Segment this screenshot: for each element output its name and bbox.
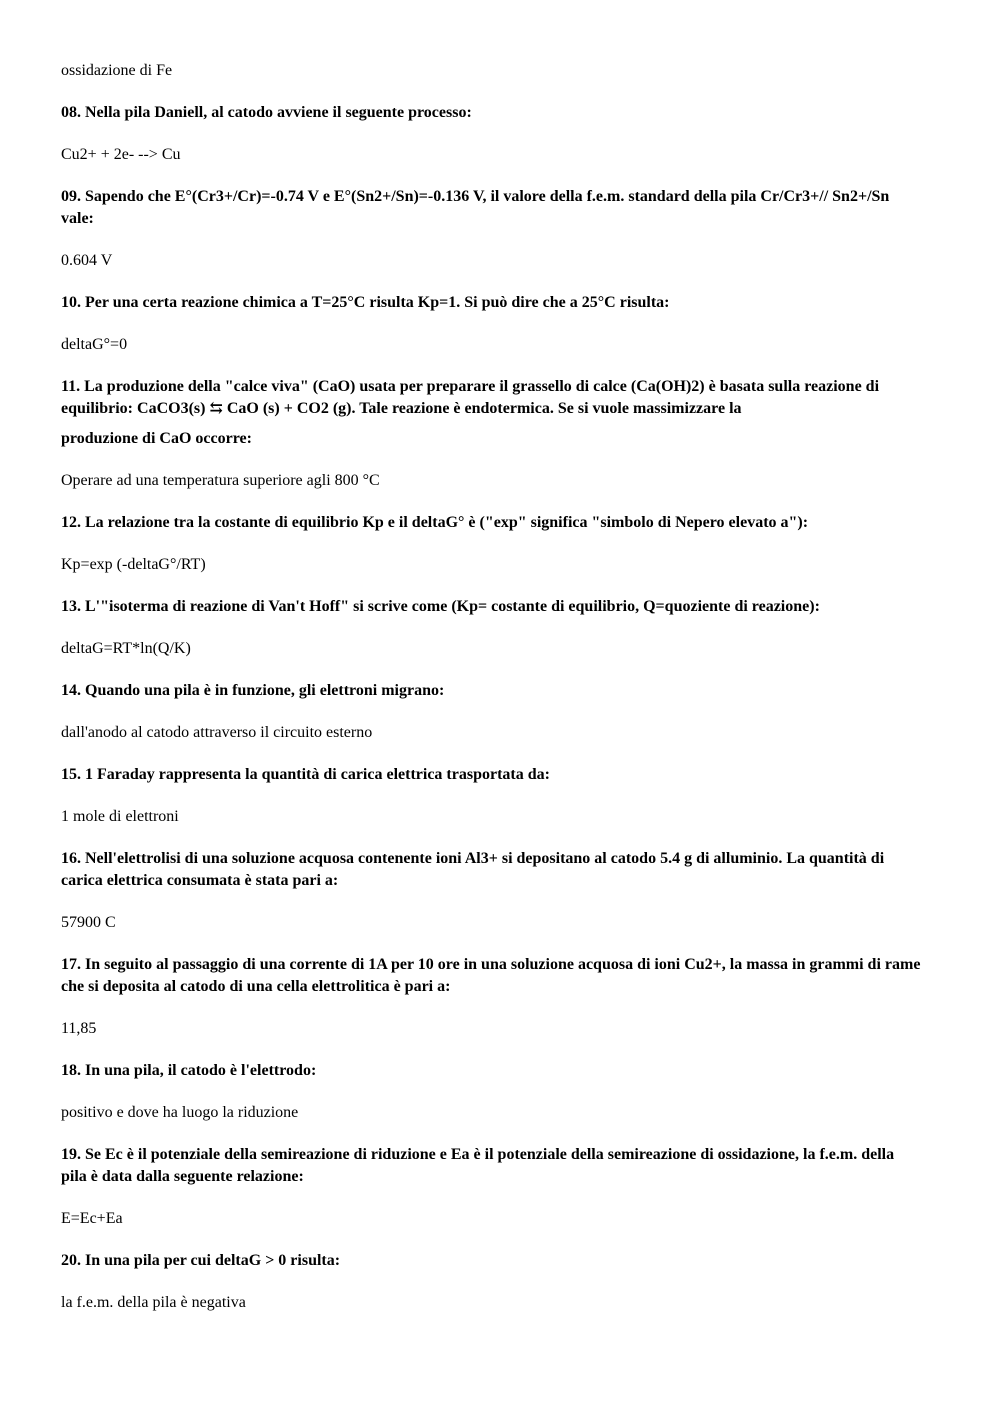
answer-text: 1 mole di elettroni bbox=[61, 808, 179, 825]
question-text: 08. Nella pila Daniell, al catodo avviene il seguente processo: bbox=[61, 104, 472, 121]
question-text bbox=[61, 376, 921, 450]
question-text: 09. Sapendo che E°(Cr3+/Cr)=-0.74 V e E°(Sn2+/Sn)=-0.136 V, il valore della f.e.m. standard della pila Cr/Cr3+// Sn2+/Sn vale: bbox=[61, 188, 890, 227]
question-text: 16. Nell'elettrolisi di una soluzione acquosa contenente ioni Al3+ si depositano al catodo 5.4 g di alluminio. La quantità di carica elettrica consumata è stata pari a: bbox=[61, 850, 885, 889]
answer-text: 0.604 V bbox=[61, 252, 113, 269]
question-09 bbox=[61, 186, 921, 272]
answer-text: dall'anodo al catodo attraverso il circuito esterno bbox=[61, 724, 373, 741]
question-10 bbox=[61, 292, 921, 356]
answer-text: deltaG=RT*ln(Q/K) bbox=[61, 640, 191, 657]
question-text: 15. 1 Faraday rappresenta la quantità di carica elettrica trasportata da: bbox=[61, 766, 550, 783]
answer-text: 57900 C bbox=[61, 914, 116, 931]
question-12 bbox=[61, 512, 921, 576]
question-19 bbox=[61, 1144, 921, 1230]
question-13 bbox=[61, 596, 921, 660]
question-text: 14. Quando una pila è in funzione, gli elettroni migrano: bbox=[61, 682, 445, 699]
answer-text: Operare ad una temperatura superiore agli 800 °C bbox=[61, 472, 380, 489]
answer-text: E=Ec+Ea bbox=[61, 1210, 123, 1227]
question-text: 20. In una pila per cui deltaG > 0 risulta: bbox=[61, 1252, 341, 1269]
question-18 bbox=[61, 1060, 921, 1124]
question-15 bbox=[61, 764, 921, 828]
question-20 bbox=[61, 1250, 921, 1314]
question-16 bbox=[61, 848, 921, 934]
document-page bbox=[61, 60, 921, 1334]
answer-text: deltaG°=0 bbox=[61, 336, 128, 353]
previous-answer: ossidazione di Fe bbox=[61, 62, 173, 79]
question-08 bbox=[61, 102, 921, 166]
question-text: 18. In una pila, il catodo è l'elettrodo: bbox=[61, 1062, 317, 1079]
question-text-tail: produzione di CaO occorre: bbox=[61, 430, 252, 447]
question-text: 10. Per una certa reazione chimica a T=25°C risulta Kp=1. Si può dire che a 25°C risulta: bbox=[61, 294, 670, 311]
answer-text: 11,85 bbox=[61, 1020, 97, 1037]
question-14 bbox=[61, 680, 921, 744]
answer-text: Kp=exp (-deltaG°/RT) bbox=[61, 556, 206, 573]
answer-text: positivo e dove ha luogo la riduzione bbox=[61, 1104, 299, 1121]
question-text: 12. La relazione tra la costante di equilibrio Kp e il deltaG° è ("exp" significa "simbolo di Nepero elevato a"): bbox=[61, 514, 809, 531]
question-text: 17. In seguito al passaggio di una corrente di 1A per 10 ore in una soluzione acquosa di ioni Cu2+, la massa in grammi di rame che si deposita al catodo di una cella elettrolitica è pari a: bbox=[61, 956, 921, 995]
question-text: 19. Se Ec è il potenziale della semireazione di riduzione e Ea è il potenziale della semireazione di ossidazione, la f.e.m. della pila è data dalla seguente relazione: bbox=[61, 1146, 895, 1185]
question-17 bbox=[61, 954, 921, 1040]
answer-text: la f.e.m. della pila è negativa bbox=[61, 1294, 246, 1311]
question-text-main: 11. La produzione della "calce viva" (CaO) usata per preparare il grassello di calce (Ca(OH)2) è basata sulla reazione di equilibrio: CaCO3(s) ⇆ CaO (s) + CO2 (g). Tale reazione è endotermica. Se si vuole massimizzare la bbox=[61, 378, 880, 417]
question-text: 13. L'"isoterma di reazione di Van't Hoff" si scrive come (Kp= costante di equilibrio, Q=quoziente di reazione): bbox=[61, 598, 820, 615]
answer-text: Cu2+ + 2e- --> Cu bbox=[61, 146, 181, 163]
question-11 bbox=[61, 376, 921, 492]
